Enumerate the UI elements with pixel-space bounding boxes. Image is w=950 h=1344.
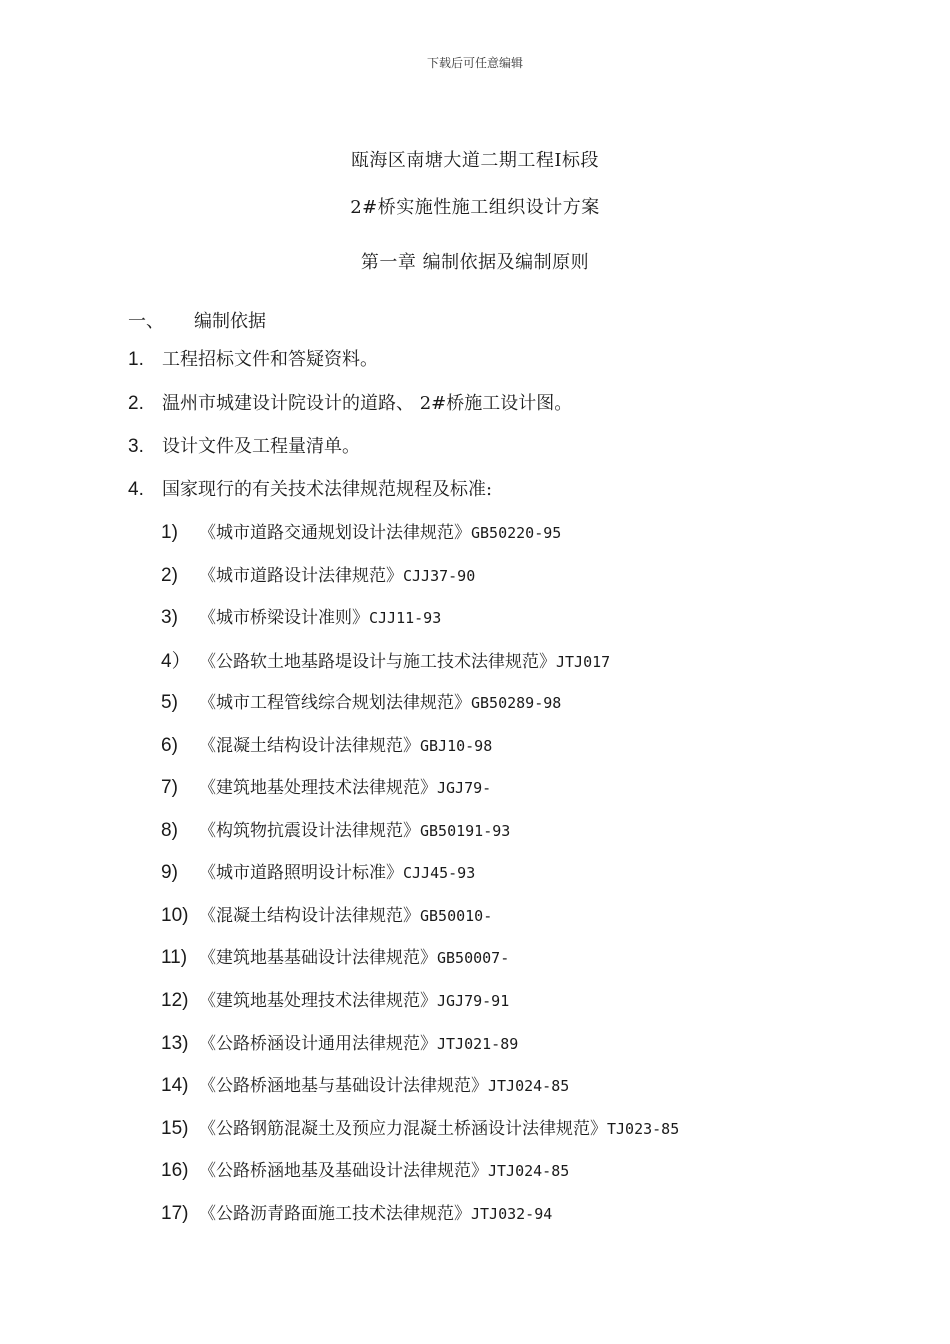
- basis-item: [128, 389, 572, 415]
- norm-item-title: 《城市道路交通规划设计法律规范》: [199, 523, 471, 543]
- norm-item: [161, 773, 491, 799]
- document-title-line-2: 2#桥实施性施工组织设计方案: [350, 197, 600, 218]
- norm-item-number: 15): [161, 1118, 189, 1139]
- norm-item-title: 《城市道路照明设计标准》: [199, 863, 403, 883]
- basis-item-number: 4.: [128, 479, 144, 500]
- norm-item-title: 《公路桥涵地基与基础设计法律规范》: [199, 1076, 488, 1096]
- norm-item-title: 《建筑地基处理技术法律规范》: [199, 991, 437, 1011]
- norm-item-number: 8): [161, 820, 178, 841]
- norm-item-title: 《建筑地基基础设计法律规范》: [199, 948, 437, 968]
- norm-item: [161, 1029, 518, 1055]
- norm-item-number: 17): [161, 1203, 189, 1224]
- norm-item-code: CJJ11-93: [369, 609, 442, 627]
- norm-item-code: GB50007-: [437, 949, 510, 967]
- norm-item-title: 《城市道路设计法律规范》: [199, 566, 403, 586]
- section-label: 编制依据: [194, 311, 266, 332]
- norm-item-number: 7): [161, 777, 178, 798]
- basis-item: [128, 345, 378, 371]
- norm-item: [161, 1071, 569, 1097]
- section-heading: [128, 307, 266, 333]
- basis-item-text: 工程招标文件和答疑资料。: [162, 349, 378, 370]
- norm-item-title: 《城市工程管线综合规划法律规范》: [199, 693, 471, 713]
- basis-item-text: 设计文件及工程量清单。: [162, 436, 360, 457]
- norm-item-code: GB50191-93: [420, 822, 511, 840]
- section-number: 一、: [128, 311, 164, 332]
- norm-item-title: 《混凝土结构设计法律规范》: [199, 906, 420, 926]
- norm-item-number: 2): [161, 565, 178, 586]
- norm-item: [161, 1199, 552, 1225]
- norm-item: [161, 816, 510, 842]
- page-header-note: 下载后可任意编辑: [426, 56, 523, 70]
- basis-item-number: 3.: [128, 436, 144, 457]
- norm-item: [161, 561, 475, 587]
- norm-item: [161, 731, 492, 757]
- norm-item-number: 13): [161, 1033, 189, 1054]
- norm-item: [161, 1114, 679, 1140]
- document-title-line-1: 瓯海区南塘大道二期工程Ⅰ标段: [350, 150, 600, 171]
- norm-item-number: 12): [161, 990, 189, 1011]
- norm-item: [161, 1156, 569, 1182]
- basis-item-text: 国家现行的有关技术法律规范规程及标准:: [162, 479, 493, 500]
- norm-item-code: JGJ79-: [437, 779, 492, 797]
- norm-item-title: 《公路软土地基路堤设计与施工技术法律规范》: [199, 652, 556, 672]
- norm-item-number: 10): [161, 905, 189, 926]
- norm-item-code: GB50220-95: [471, 524, 562, 542]
- norm-item-code: JGJ79-91: [437, 992, 510, 1010]
- norm-item-number: 3): [161, 607, 178, 628]
- norm-item-title: 《城市桥梁设计准则》: [199, 608, 369, 628]
- norm-item-code: JTJ021-89: [437, 1035, 519, 1053]
- norm-item: [161, 901, 492, 927]
- norm-item: [161, 858, 475, 884]
- norm-item-number: 14): [161, 1075, 189, 1096]
- norm-item-number: 9): [161, 862, 178, 883]
- norm-item-code: JTJ024-85: [488, 1077, 570, 1095]
- norm-item: [161, 688, 561, 714]
- norm-item-code: CJJ45-93: [403, 864, 476, 882]
- norm-item-number: 11): [161, 947, 188, 968]
- norm-item-code: TJ023-85: [607, 1120, 680, 1138]
- norm-item-title: 《构筑物抗震设计法律规范》: [199, 821, 420, 841]
- norm-item: [161, 943, 509, 969]
- norm-item-title: 《混凝土结构设计法律规范》: [199, 736, 420, 756]
- norm-item-title: 《公路钢筋混凝土及预应力混凝土桥涵设计法律规范》: [199, 1119, 607, 1139]
- norm-item: [161, 646, 610, 673]
- chapter-heading: 第一章 编制依据及编制原则: [360, 252, 590, 273]
- norm-item: [161, 603, 441, 629]
- norm-item-code: GB50010-: [420, 907, 493, 925]
- norm-item-code: JTJ017: [556, 653, 611, 671]
- norm-item-code: GB50289-98: [471, 694, 562, 712]
- basis-item-number: 2.: [128, 393, 144, 414]
- norm-item-code: GBJ10-98: [420, 737, 493, 755]
- norm-item-code: CJJ37-90: [403, 567, 476, 585]
- norm-item-number: 1): [161, 522, 178, 543]
- norm-item: [161, 518, 561, 544]
- norm-item: [161, 986, 509, 1012]
- norm-item-title: 《建筑地基处理技术法律规范》: [199, 778, 437, 798]
- norm-item-number: 16): [161, 1160, 189, 1181]
- norm-item-number: 6): [161, 735, 178, 756]
- norm-item-code: JTJ024-85: [488, 1162, 570, 1180]
- basis-item-number: 1.: [128, 349, 144, 370]
- norm-item-code: JTJ032-94: [471, 1205, 553, 1223]
- norm-item-title: 《公路沥青路面施工技术法律规范》: [199, 1204, 471, 1224]
- basis-item-text: 温州市城建设计院设计的道路、 2#桥施工设计图。: [162, 393, 573, 414]
- basis-item: [128, 432, 360, 458]
- norm-item-title: 《公路桥涵地基及基础设计法律规范》: [199, 1161, 488, 1181]
- norm-item-number: 4）: [161, 651, 191, 672]
- norm-item-title: 《公路桥涵设计通用法律规范》: [199, 1034, 437, 1054]
- norm-item-number: 5): [161, 692, 178, 713]
- basis-item: [128, 475, 492, 501]
